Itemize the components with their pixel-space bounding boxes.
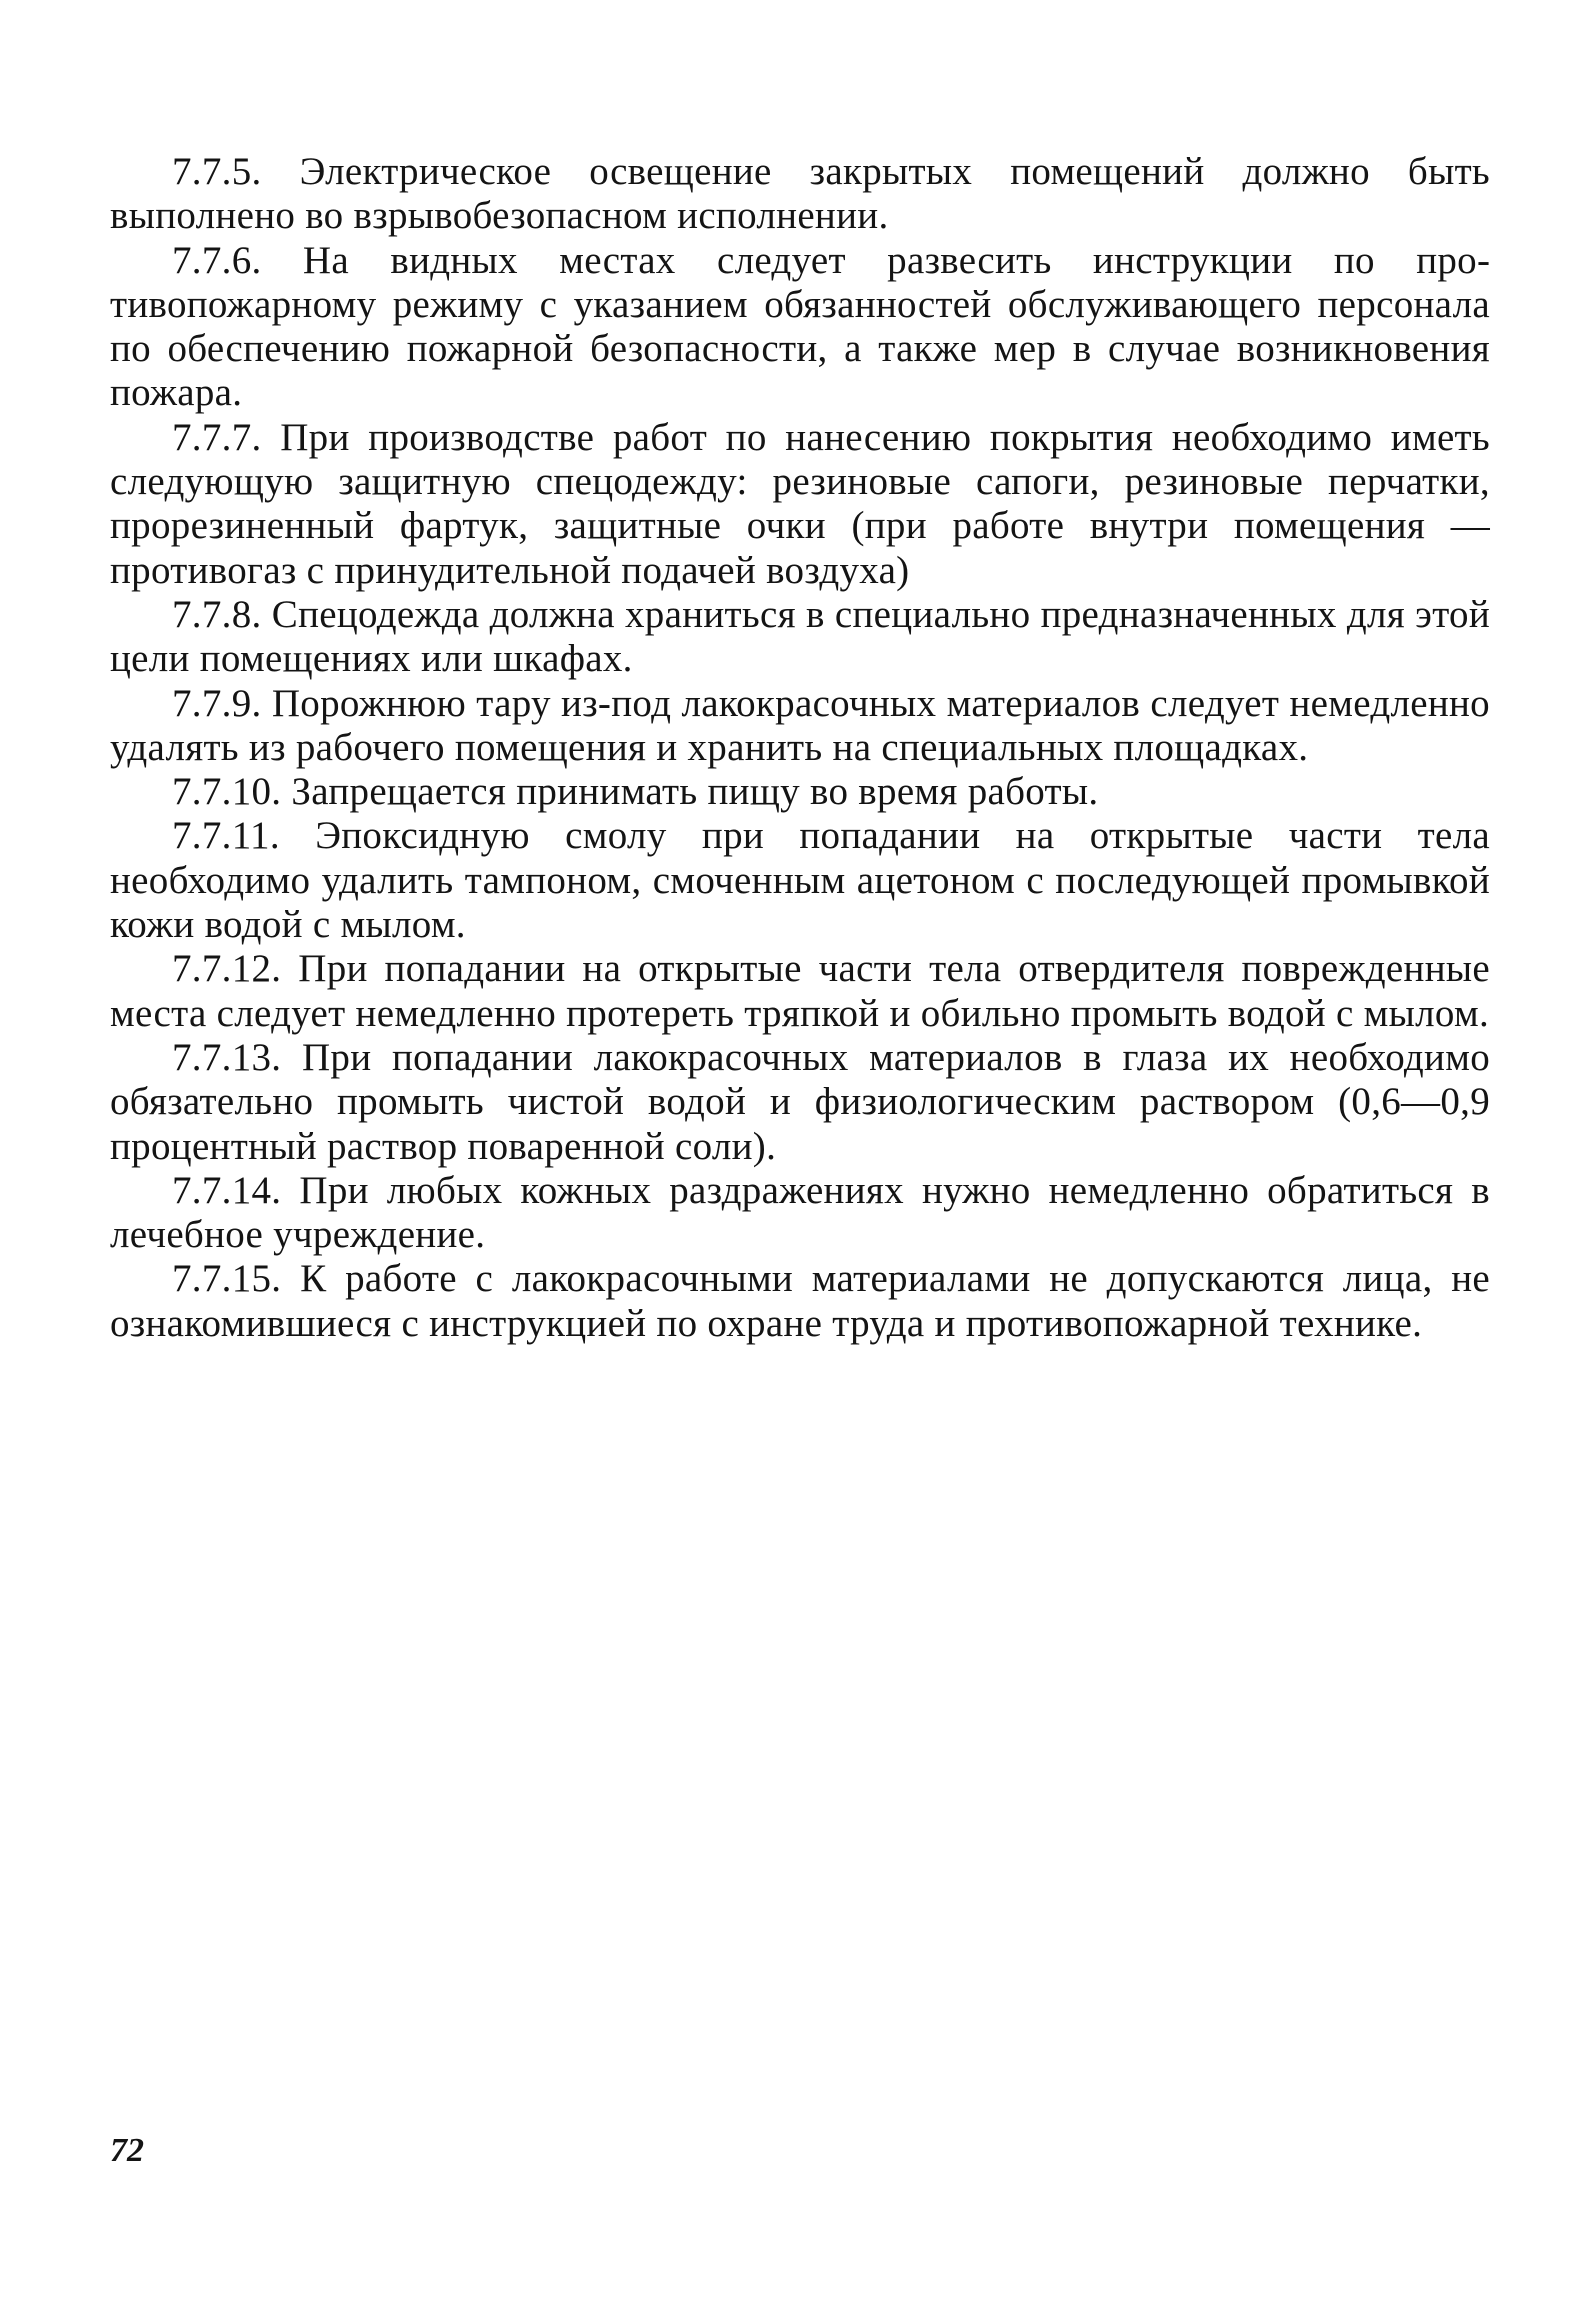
paragraph-text: При производстве работ по нанесению покрытия необходимо иметь следующую защитную спецодежду: резиновые сапоги, резиновые перчатки, прорезиненный фартук, защитные очки (при работе внутри помещения — противогаз с принудительной подачей воздуха) bbox=[110, 415, 1490, 592]
paragraph-7-7-15 bbox=[110, 1257, 1490, 1346]
paragraph-7-7-14 bbox=[110, 1169, 1490, 1258]
paragraph-number: 7.7.9. bbox=[172, 681, 262, 725]
paragraph-7-7-7 bbox=[110, 416, 1490, 593]
paragraph-7-7-11 bbox=[110, 814, 1490, 947]
paragraph-text: Запрещается принимать пищу во время работы. bbox=[291, 770, 1099, 814]
paragraph-text: При любых кожных раздражениях нужно немедленно обратиться в лечебное учреждение. bbox=[110, 1168, 1490, 1257]
paragraph-number: 7.7.5. bbox=[172, 150, 262, 193]
paragraph-7-7-12 bbox=[110, 947, 1490, 1036]
paragraph-number: 7.7.12. bbox=[172, 947, 282, 991]
body-text bbox=[110, 150, 1490, 1346]
paragraph-text: На видных местах следует развесить инструкции по противопожарному режиму с указанием обязанностей обслуживающего персонала по обеспечению пожарной безопасности, а также мер в случае возникновения пожара. bbox=[110, 238, 1490, 415]
paragraph-text: Порожнюю тару из-под лакокрасочных материалов следует немедленно удалять из рабочего помещения и хранить на специальных площадках. bbox=[110, 681, 1490, 769]
paragraph-text: Спецодежда должна храниться в специально предназначенных для этой цели помещениях или шкафах. bbox=[110, 592, 1490, 681]
paragraph-number: 7.7.10. bbox=[172, 770, 282, 814]
paragraph-7-7-13 bbox=[110, 1036, 1490, 1169]
paragraph-7-7-8 bbox=[110, 593, 1490, 682]
paragraph-number: 7.7.13. bbox=[172, 1035, 282, 1079]
paragraph-7-7-9 bbox=[110, 682, 1490, 771]
paragraph-7-7-10 bbox=[110, 770, 1490, 814]
paragraph-7-7-6 bbox=[110, 239, 1490, 416]
paragraph-number: 7.7.14. bbox=[172, 1168, 282, 1212]
paragraph-number: 7.7.8. bbox=[172, 592, 262, 636]
paragraph-text: При попадании лакокрасочных материалов в глаза их необходимо обязательно промыть чистой водой и физиологическим раствором (0,6—0,9 процентный раствор поваренной соли). bbox=[110, 1035, 1490, 1168]
paragraph-text: К работе с лакокрасочными материалами не допускаются лица, не ознакомившиеся с инструкцией по охране труда и противопожарной технике. bbox=[110, 1257, 1490, 1345]
paragraph-number: 7.7.11. bbox=[172, 814, 280, 858]
paragraph-text: Эпоксидную смолу при попадании на открытые части тела необходимо удалить тампоном, смоченным ацетоном с последующей промывкой кожи водой с мылом. bbox=[110, 814, 1490, 947]
paragraph-text: При попадании на открытые части тела отвердителя поврежденные места следует немедленно протереть тряпкой и обильно промыть водой с мылом. bbox=[110, 947, 1490, 1035]
paragraph-number: 7.7.15. bbox=[172, 1257, 282, 1301]
paragraph-number: 7.7.6. bbox=[172, 238, 262, 282]
paragraph-7-7-5 bbox=[110, 150, 1490, 239]
page-number: 72 bbox=[110, 2132, 144, 2169]
paragraph-number: 7.7.7. bbox=[172, 415, 262, 459]
paragraph-text: Электрическое освещение закрытых помещений должно быть выполнено во взрывобезопасном исполнении. bbox=[110, 150, 1490, 238]
